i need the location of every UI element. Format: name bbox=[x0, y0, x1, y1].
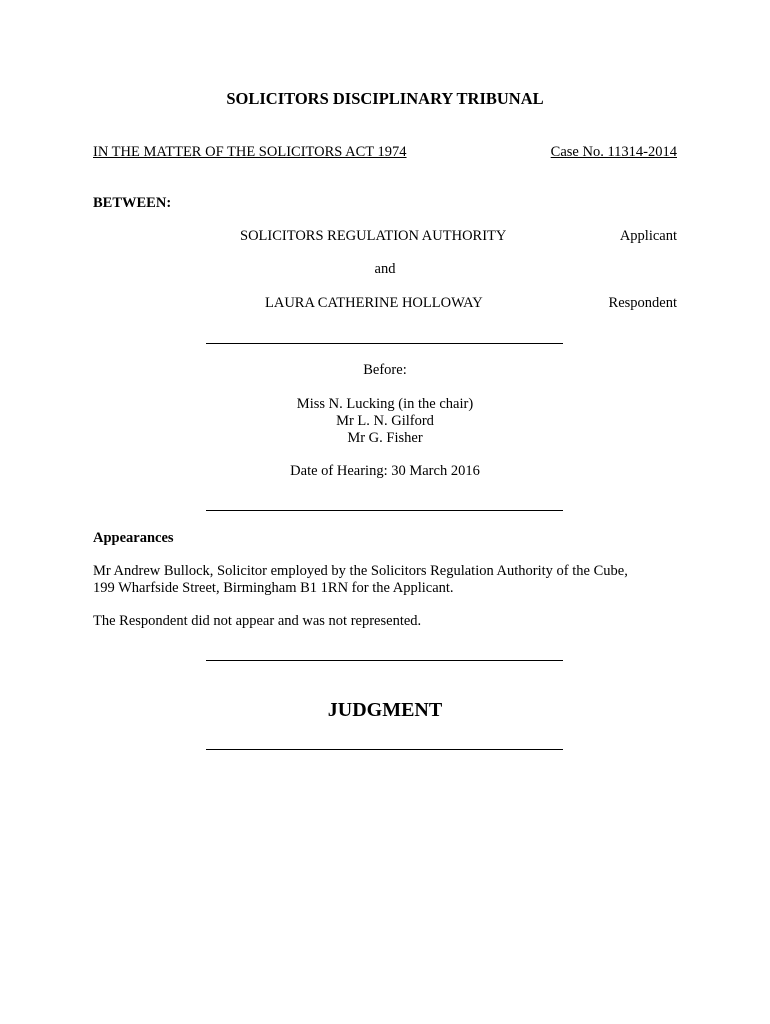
judgment-heading: JUDGMENT bbox=[327, 699, 443, 721]
divider-rule bbox=[206, 660, 563, 661]
matter-heading: IN THE MATTER OF THE SOLICITORS ACT 1974 bbox=[93, 144, 407, 160]
applicant-representation-line: Mr Andrew Bullock, Solicitor employed by the Solicitors Regulation Authority of the Cube, bbox=[93, 563, 628, 579]
tribunal-title: SOLICITORS DISCIPLINARY TRIBUNAL bbox=[226, 89, 544, 108]
hearing-date: Date of Hearing: 30 March 2016 bbox=[290, 463, 480, 479]
case-number: Case No. 11314-2014 bbox=[550, 144, 677, 160]
panel-member: Mr L. N. Gilford bbox=[336, 413, 434, 429]
divider-rule bbox=[206, 510, 563, 511]
panel-member: Mr G. Fisher bbox=[347, 430, 423, 446]
panel-member-chair: Miss N. Lucking (in the chair) bbox=[296, 396, 474, 412]
respondent-name: LAURA CATHERINE HOLLOWAY bbox=[265, 295, 483, 311]
applicant-role: Applicant bbox=[619, 228, 677, 244]
respondent-representation: The Respondent did not appear and was not represented. bbox=[93, 613, 422, 629]
before-label: Before: bbox=[363, 362, 407, 378]
applicant-representation-line: 199 Wharfside Street, Birmingham B1 1RN for the Applicant. bbox=[93, 580, 454, 596]
between-label: BETWEEN: bbox=[93, 195, 172, 211]
applicant-name: SOLICITORS REGULATION AUTHORITY bbox=[240, 228, 507, 244]
and-label: and bbox=[374, 261, 396, 277]
appearances-heading: Appearances bbox=[93, 530, 174, 546]
divider-rule bbox=[206, 343, 563, 344]
respondent-role: Respondent bbox=[608, 295, 677, 311]
divider-rule bbox=[206, 749, 563, 750]
